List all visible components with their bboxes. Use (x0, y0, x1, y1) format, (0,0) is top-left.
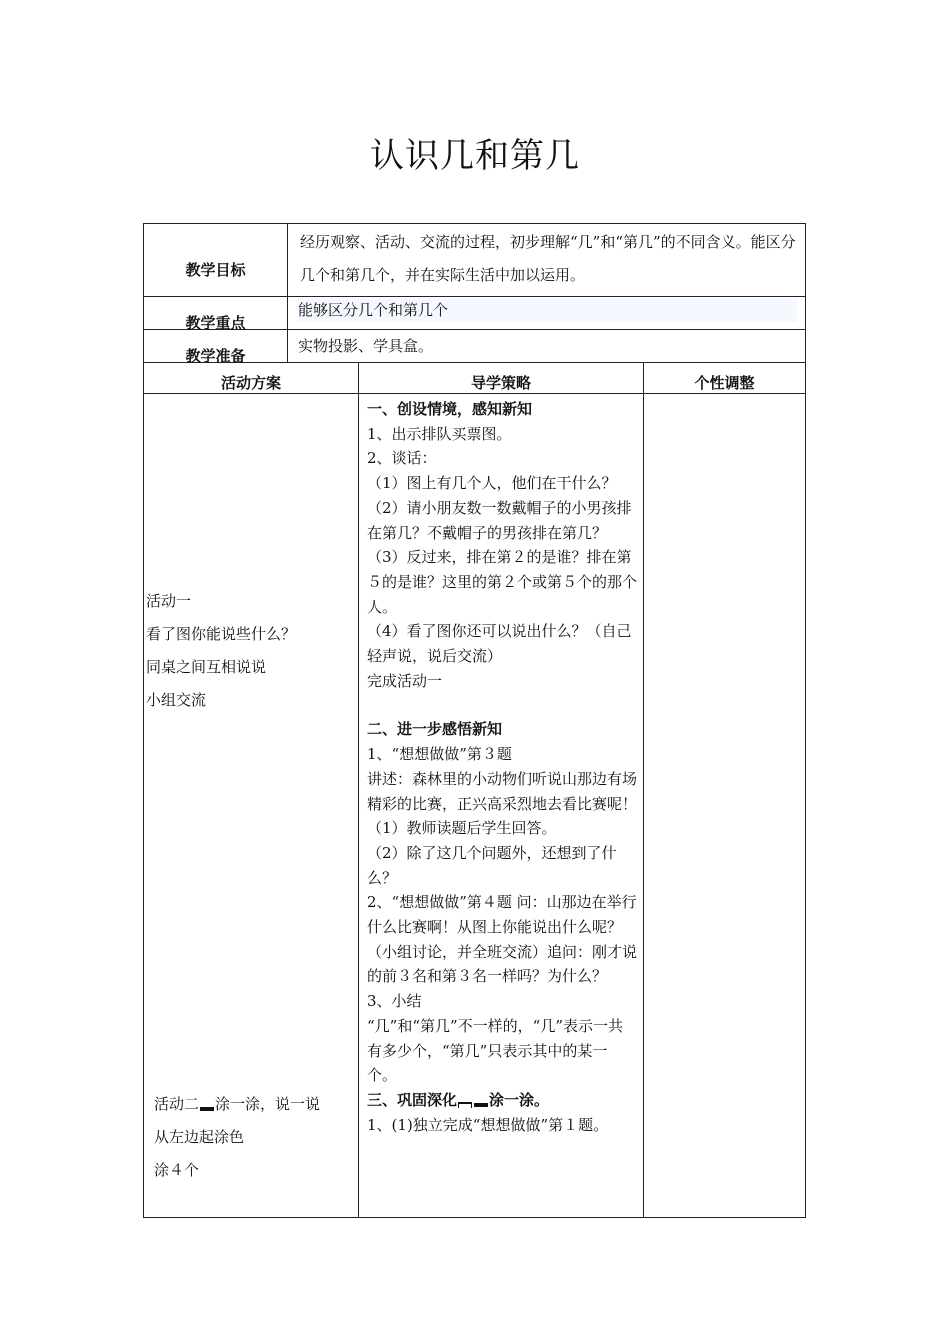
adjustment-column (644, 394, 806, 1218)
strategy-line: （1）教师读题后学生回答。 (367, 819, 557, 838)
section-three-title: 三、巩固深化 涂一涂。 (367, 1090, 550, 1109)
preparation-label: 教学准备 (185, 347, 246, 365)
section-two-title: 二、进一步感悟新知 (367, 720, 503, 739)
activity-one-line: 看了图你能说些什么？ (146, 625, 297, 643)
objective-row (144, 224, 806, 297)
strategy-line: （2）请小朋友数一数戴帽子的小男孩排在第几？不戴帽子的男孩排在第几？ (367, 498, 632, 542)
strategy-line: 2、“想想做做”第４题 问：山那边在举行什么比赛啊！从图上你能说出什么呢？（小组讨论，并全班交流）追问：刚才说的前３名和第３名一样吗？为什么？ (367, 893, 638, 986)
objective-text: 经历观察、活动、交流的过程，初步理解“几”和“第几”的不同含义。能区分几个和第几个，并在实际生活中加以运用。 (300, 233, 796, 284)
activity-one (146, 585, 296, 717)
column-header-row (144, 363, 806, 394)
key-point-label: 教学重点 (185, 314, 246, 332)
activity-two-title: 活动二 涂一涂，说一说 (154, 1095, 321, 1113)
objective-label: 教学目标 (185, 261, 246, 279)
placeholder-mark-icon (200, 1107, 214, 1111)
activity-one-line: 同桌之间互相说说 (146, 658, 267, 676)
page-title: 认识几和第几 (370, 136, 580, 176)
placeholder-mark-icon (474, 1103, 488, 1107)
header-activity: 活动方案 (144, 363, 359, 394)
strategy-column (359, 394, 644, 1218)
placeholder-mark-icon (458, 1102, 472, 1108)
preparation-row (144, 330, 806, 363)
key-point-row (144, 297, 806, 330)
key-point-text: 能够区分几个和第几个 (298, 298, 797, 322)
section-one-title: 一、创设情境，感知新知 (367, 400, 533, 418)
header-strategy: 导学策略 (359, 363, 644, 394)
strategy-line: 讲述：森林里的小动物们听说山那边有场精彩的比赛，正兴高采烈地去看比赛呢！ (367, 769, 638, 813)
strategy-line: 3、小结 (367, 992, 422, 1011)
activity-two-line: 涂４个 (154, 1161, 200, 1179)
strategy-line: （1）图上有几个人，他们在干什么？ (367, 474, 617, 493)
strategy-line: 1、出示排队买票图。 (367, 424, 512, 443)
activity-column (144, 394, 359, 1218)
lesson-plan-table (143, 223, 806, 1218)
activity-two-line: 从左边起涂色 (154, 1128, 245, 1146)
header-adjustment: 个性调整 (644, 363, 806, 394)
strategy-line: 2、谈话： (367, 449, 437, 468)
strategy-line: （3）反过来，排在第２的是谁？排在第５的是谁？这里的第２个或第５个的那个人。 (367, 548, 638, 616)
strategy-line: （2）除了这几个问题外，还想到了什么？ (367, 843, 617, 887)
strategy-line: “几”和“第几”不一样的，“几”表示一共有多少个，“第几”只表示其中的某一个。 (367, 1016, 624, 1085)
activity-two (154, 1088, 320, 1187)
content-row (144, 394, 806, 1218)
strategy-line: 1、(1)独立完成“想想做做”第１题。 (367, 1115, 609, 1134)
preparation-text: 实物投影、学具盒。 (298, 337, 434, 355)
strategy-line: （4）看了图你还可以说出什么？（自己轻声说，说后交流） (367, 622, 632, 666)
activity-one-line: 小组交流 (146, 691, 207, 709)
strategy-line: 完成活动一 (367, 671, 443, 690)
strategy-line: 1、“想想做做”第３题 (367, 745, 512, 764)
activity-one-title: 活动一 (146, 592, 192, 610)
